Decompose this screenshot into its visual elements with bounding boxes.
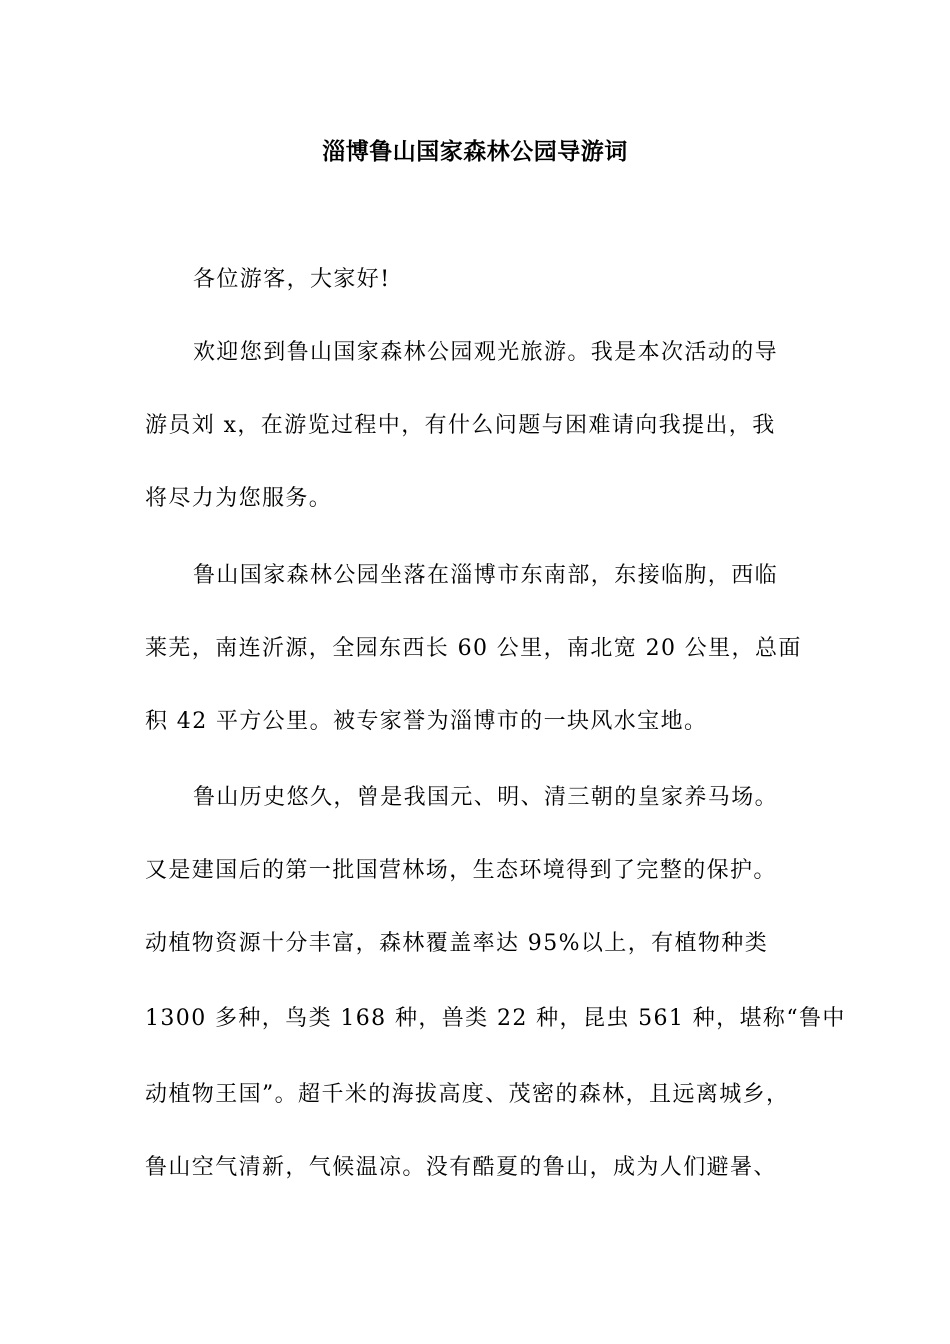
text-line: 又是建国后的第一批国营林场，生态环境得到了完整的保护。: [145, 858, 777, 883]
text-line: 1300 多种，鸟类 168 种，兽类 22 种，昆虫 561 种，堪称“鲁中: [145, 1006, 846, 1031]
text-line: 欢迎您到鲁山国家森林公园观光旅游。我是本次活动的导: [193, 340, 779, 365]
text-line: 将尽力为您服务。: [145, 486, 333, 511]
text-line: 各位游客，大家好!: [193, 267, 391, 292]
document-title: 淄博鲁山国家森林公园导游词: [322, 139, 628, 165]
text-line: 鲁山国家森林公园坐落在淄博市东南部，东接临朐，西临: [193, 563, 779, 588]
text-line: 莱芜，南连沂源，全园东西长 60 公里，南北宽 20 公里，总面: [145, 636, 802, 661]
text-line: 鲁山历史悠久，曾是我国元、明、清三朝的皇家养马场。: [193, 785, 779, 810]
text-line: 动植物王国”。超千米的海拔高度、茂密的森林，且远离城乡，: [145, 1082, 790, 1107]
text-line: 动植物资源十分丰富，森林覆盖率达 95%以上，有植物种类: [145, 931, 769, 956]
text-line: 游员刘 x，在游览过程中，有什么问题与困难请向我提出，我: [145, 413, 776, 438]
text-line: 积 42 平方公里。被专家誉为淄博市的一块风水宝地。: [145, 709, 708, 734]
text-line: 鲁山空气清新，气候温凉。没有酷夏的鲁山，成为人们避暑、: [145, 1155, 777, 1180]
